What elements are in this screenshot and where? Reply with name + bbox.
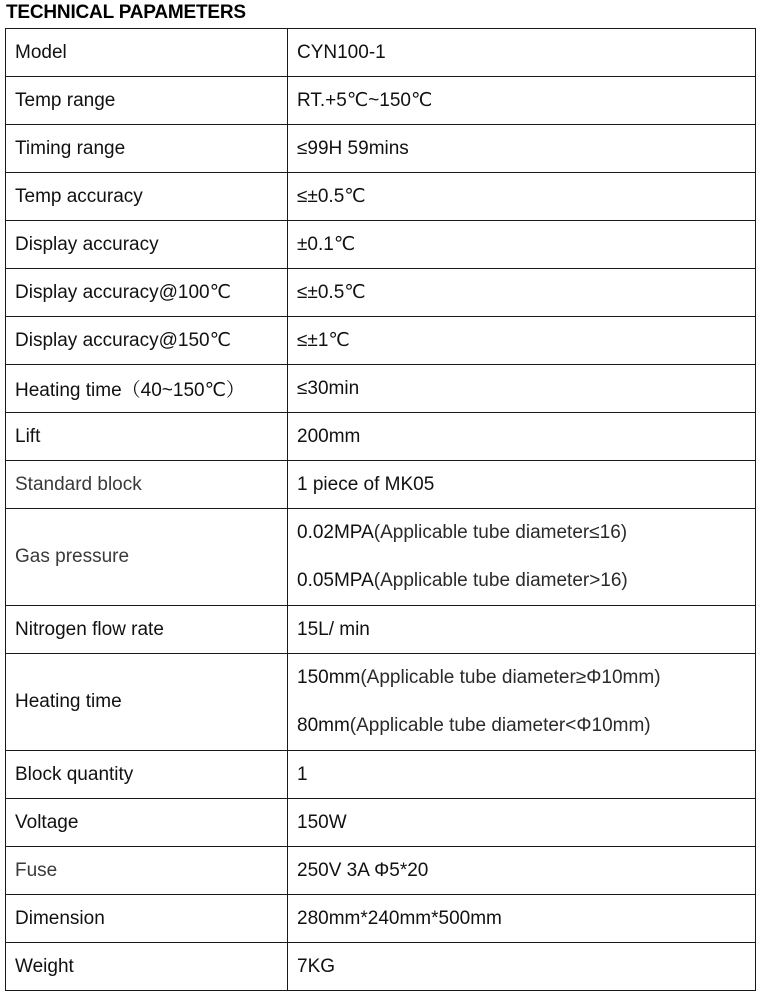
value-line — [297, 557, 746, 605]
table-row — [6, 365, 756, 413]
param-label: Dimension — [6, 895, 288, 943]
param-value: RT.+5℃~150℃ — [288, 77, 756, 125]
param-label: Model — [6, 29, 288, 77]
param-label: Display accuracy@150℃ — [6, 317, 288, 365]
table-row — [6, 895, 756, 943]
param-label: Weight — [6, 943, 288, 991]
table-row — [6, 173, 756, 221]
param-value: ≤99H 59mins — [288, 125, 756, 173]
table-row — [6, 654, 756, 751]
table-row — [6, 29, 756, 77]
table-row — [6, 606, 756, 654]
table-row — [6, 751, 756, 799]
param-value — [288, 654, 756, 751]
param-label: Display accuracy@100℃ — [6, 269, 288, 317]
value-note: (Applicable tube diameter≥Φ10mm) — [360, 667, 661, 688]
value-main: 0.02MPA — [297, 522, 374, 543]
param-label: Gas pressure — [6, 509, 288, 606]
param-label: Standard block — [6, 461, 288, 509]
param-value: 1 — [288, 751, 756, 799]
value-line — [297, 509, 746, 557]
table-row — [6, 799, 756, 847]
table-row — [6, 847, 756, 895]
param-value: ±0.1℃ — [288, 221, 756, 269]
table-row — [6, 269, 756, 317]
param-value: 1 piece of MK05 — [288, 461, 756, 509]
spec-table — [5, 28, 756, 991]
param-value — [288, 509, 756, 606]
param-label: Voltage — [6, 799, 288, 847]
param-label: Temp accuracy — [6, 173, 288, 221]
param-value: 250V 3A Φ5*20 — [288, 847, 756, 895]
table-row — [6, 413, 756, 461]
param-label: Fuse — [6, 847, 288, 895]
param-value: CYN100-1 — [288, 29, 756, 77]
param-value: ≤30min — [288, 365, 756, 413]
page-title: TECHNICAL PAPAMETERS — [6, 2, 246, 23]
value-line — [297, 654, 746, 702]
param-label: Heating time — [6, 654, 288, 751]
value-note: (Applicable tube diameter≤16) — [373, 522, 628, 543]
param-label: Temp range — [6, 77, 288, 125]
table-row — [6, 77, 756, 125]
value-note: (Applicable tube diameter>16) — [373, 570, 628, 591]
param-value: 280mm*240mm*500mm — [288, 895, 756, 943]
param-value: ≤±0.5℃ — [288, 269, 756, 317]
param-value: 150W — [288, 799, 756, 847]
table-row — [6, 317, 756, 365]
param-value: 200mm — [288, 413, 756, 461]
param-value: ≤±0.5℃ — [288, 173, 756, 221]
param-label: Block quantity — [6, 751, 288, 799]
table-row — [6, 943, 756, 991]
param-value: ≤±1℃ — [288, 317, 756, 365]
value-line — [297, 702, 746, 750]
table-row — [6, 509, 756, 606]
table-row — [6, 221, 756, 269]
param-label: Display accuracy — [6, 221, 288, 269]
value-main: 80mm — [297, 715, 350, 736]
param-value: 7KG — [288, 943, 756, 991]
value-main: 150mm — [297, 667, 361, 688]
table-row — [6, 125, 756, 173]
param-label: Timing range — [6, 125, 288, 173]
param-label: Nitrogen flow rate — [6, 606, 288, 654]
param-label: Heating time（40~150℃） — [6, 365, 288, 413]
value-note: (Applicable tube diameter<Φ10mm) — [349, 715, 651, 736]
value-main: 0.05MPA — [297, 570, 374, 591]
table-row — [6, 461, 756, 509]
param-value: 15L/ min — [288, 606, 756, 654]
param-label: Lift — [6, 413, 288, 461]
